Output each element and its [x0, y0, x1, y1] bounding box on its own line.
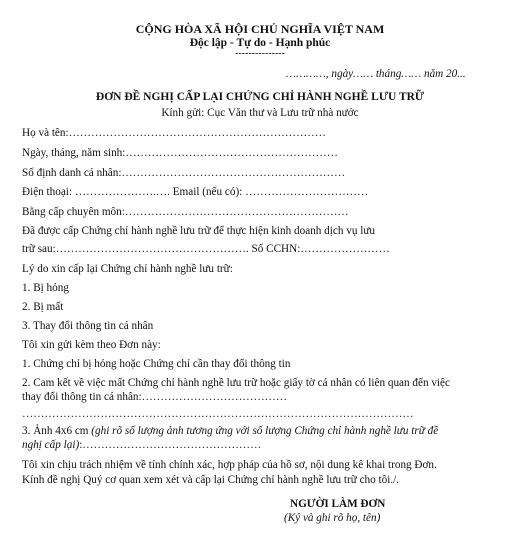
attachment-item-3-label: 3. Ảnh 4x6 cm	[22, 425, 92, 437]
recipient: Kính gửi: Cục Văn thư và Lưu trữ nhà nước	[161, 107, 359, 119]
country-heading: CỘNG HÒA XÃ HỘI CHỦ NGHĨA VIỆT NAM	[135, 22, 385, 36]
reason-heading: Lý do xin cấp lại Chứng chỉ hành nghề lưu trữ:	[22, 263, 233, 275]
attachment-item-3-dots[interactable]: :…………………………………………	[79, 439, 262, 451]
date-line: …………, ngày…… tháng…… năm 20...	[286, 68, 466, 80]
field-degree[interactable]: Bằng cấp chuyên môn:……………………………………………………	[22, 206, 349, 218]
attachment-item-1: 1. Chứng chỉ bị hỏng hoặc Chứng chỉ cần thay đổi thông tin	[22, 358, 291, 370]
reason-option-lost[interactable]: 2. Bị mất	[22, 301, 64, 313]
signature-note: (Ký và ghi rõ họ, tên)	[284, 512, 381, 524]
attachment-item-2-line2[interactable]: thay đổi thông tin cá nhân:…………………………………	[22, 391, 288, 403]
attachment-item-3-note-cont: nghị cấp lại)	[22, 439, 80, 451]
commitment-line1: Tôi xin chịu trách nhiệm về tính chính xác, hợp pháp của hồ sơ, nội dung kê khai trong Đơn.	[22, 459, 437, 471]
attachment-item-2-line1: 2. Cam kết về việc mất Chứng chỉ hành nghề lưu trữ hoặc giấy tờ cá nhân có liên quan đến việc	[22, 377, 450, 389]
field-granted-line2[interactable]: trữ sau:……………………………………………. Số CCHN:……………………	[22, 243, 390, 255]
attachment-item-2-line3[interactable]: ……………………………………………………………………………………………	[22, 408, 414, 420]
header-divider: ---------------	[235, 48, 285, 59]
field-personal-id[interactable]: Số định danh cá nhân:……………………………………………………	[22, 167, 346, 179]
attachment-item-3-line2[interactable]	[22, 438, 261, 452]
commitment-line2: Kính đề nghị Quý cơ quan xem xét và cấp lại Chứng chỉ hành nghề lưu trữ cho tôi./.	[22, 474, 400, 486]
field-date-of-birth[interactable]: Ngày, tháng, năm sinh:…………………………………………………	[22, 147, 338, 159]
reason-option-damaged[interactable]: 1. Bị hỏng	[22, 282, 69, 294]
field-granted-line1: Đã được cấp Chứng chỉ hành nghề lưu trữ để thực hiện kinh doanh dịch vụ lưu	[22, 225, 375, 237]
motto: Độc lập - Tự do - Hạnh phúc	[189, 37, 331, 49]
field-phone-email[interactable]: Điện thoại: ………………….…. Email (nếu có): ……………………………	[22, 186, 369, 198]
field-full-name[interactable]: Họ và tên:……………………………………………………………	[22, 127, 326, 139]
signature-title: NGƯỜI LÀM ĐƠN	[290, 498, 386, 510]
attachment-item-3-line1	[22, 424, 438, 438]
attachment-item-3-note: (ghi rõ số lượng ảnh tương ứng với số lượng Chứng chỉ hành nghề lưu trữ đề	[91, 425, 439, 437]
reason-option-info-change[interactable]: 3. Thay đổi thông tin cá nhân	[22, 320, 154, 332]
attachments-heading: Tôi xin gửi kèm theo Đơn này:	[22, 339, 161, 351]
document-title: ĐƠN ĐỀ NGHỊ CẤP LẠI CHỨNG CHỈ HÀNH NGHỀ LƯU TRỮ	[95, 91, 425, 103]
